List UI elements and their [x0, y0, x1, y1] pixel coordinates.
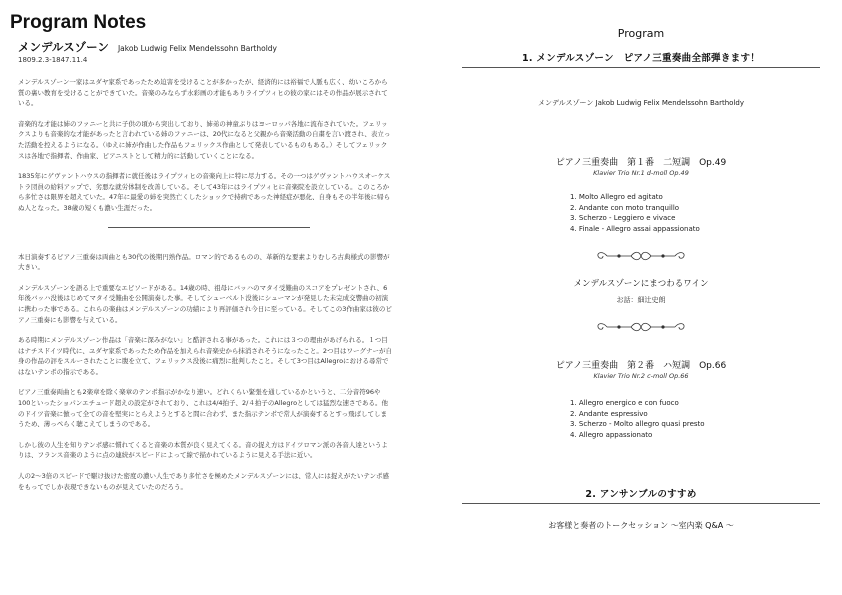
trio-2-title: ピアノ三重奏曲 第２番 ハ短調 Op.66 [555, 361, 727, 371]
note-paragraph: ピアノ三重奏両曲とも2楽章を除く楽章のテンポ指示がかなり速い。どれくらい緊張を通しているかというと、二分音符96や100といったショパンエチュード超えの設定がされており、これは4/4拍子、2/４拍子のAllegroとしては猛烈な速さである。他のドイツ音楽に倣って全ての音を堅実にとらえようとすると間に合わず、また指示テンポで常人が演奏するとすっ飛ばしてしまうため、薄っぺらく聴こえてしまうのである。 [18, 388, 389, 429]
movement-item: 2. Andante espressivo [570, 409, 648, 418]
note-paragraph: 人の2〜3倍のスピードで駆け抜けた密度の濃い人生であり多忙さを極めたメンデルスゾーンには、常人には捉えがたいテンポ感をもってでしか表現できないものが見えていたのだろう。 [18, 472, 390, 491]
note-paragraph: メンデルスゾーンを語る上で重要なエピソードがある。14歳の時、祖母にバッハのマタイ受難曲のスコアをプレゼントされ、6年後バッハ没後はじめてマタイ受難曲を公開演奏した事。そしてシューベルト没後にシューマンが発見した未完成交響曲の初演に携わった事である。これらの楽曲はメンデルスゾーンの功績により再評価され今日に至っている。そしてこの3作曲家は彼のピアノ三重奏にも影響を与えている。 [18, 283, 392, 324]
note-paragraph: メンデルスゾーン一家はユダヤ家系であったため迫害を受けることが多かったが、経済的には裕福で人脈も広く、幼いころから質の裏い教育を受けることができていた。音楽のみならず水彩画の才能もありライプツィヒの彼の家にはその作品が展示されている。 [18, 78, 388, 108]
program-notes-page [10, 12, 400, 492]
composer-name-en: Jakob Ludwig Felix Mendelssohn Bartholdy [117, 44, 277, 53]
trio-1-title: ピアノ三重奏曲 第１番 二短調 Op.49 [555, 158, 727, 168]
movement-item: 3. Scherzo - Molto allegro quasi presto [570, 420, 705, 428]
movement-item: 4. Finale - Allegro assai appassionato [570, 224, 700, 233]
talk-session: お客様と奏者のトークセッション 〜室内楽 Q&A 〜 [548, 521, 734, 530]
ornament-divider-icon [462, 319, 820, 338]
trio-1-subtitle: Klavier Trio Nr.1 d-moll Op.49 [593, 169, 689, 177]
trio-2-subtitle: Klavier Trio Nr.2 c-moll Op.66 [593, 372, 689, 380]
note-paragraph: しかし彼の人生を知りテンポ感に慣れてくると音楽の本質が良く見えてくる。音の捉え方はドイツロマン派の各音人達というよりは、フランス音楽のように点の連続がスピードによって線で描かれているように見える手法に近い。 [18, 440, 388, 460]
note-paragraph: ある時期にメンデルスゾーン作品は「音楽に深みがない」と酷評される事があった。これには３つの理由があげられる。１つ目はナチスドイツ時代に、ユダヤ家系であったため作品を加えられ音楽史から抹消されそうになったこと。2つ目はワーグナーが自身の作品の評をスルーされたことに腹を立て、フェリックス没後に痛烈に批判したこと。そして3つ目はAllegroにおける尋常ではないテンポの指示である。 [18, 336, 392, 376]
movement-item: 1. Allegro energico e con fuoco [570, 399, 679, 407]
movement-item: 4. Allegro appassionato [570, 430, 653, 439]
trio-2-block [462, 358, 820, 440]
program-title: Program [617, 27, 665, 40]
ornament-divider-icon [462, 248, 820, 267]
composer-line: メンデルスゾーン Jakob Ludwig Felix Mendelssohn Bartholdy [538, 99, 744, 107]
section-heading-1: 1. メンデルスゾーン ピアノ三重奏曲全部弾きます！ [521, 53, 761, 64]
wine-title: メンデルスゾーンにまつわるワイン [573, 279, 709, 289]
note-paragraph: 1835年にゲヴァントハウスの指揮者に就任後はライプツィヒの音楽向上に特に尽力する。その一つはゲヴァントハウスオーケストラ団員の給料アップで、劣悪な就労体制を改善している。そして43年にはライプツィヒに音楽院を設立している。このころから多忙さは限界を超えていた。47年に最愛の姉を突然亡くしたショックで持病であった神経症が悪化、自身もその半年後に帰らぬ人となった。38歳の短くも濃い生涯だった。 [18, 172, 391, 212]
section-rule [462, 503, 820, 504]
note-paragraph: 本日演奏するピアノ三重奏は両曲とも30代の後期円熟作品。ロマン的であるものの、革新的な要素よりむしろ古典様式の影響が大きい。 [18, 252, 390, 272]
trio-2-movements [462, 398, 820, 440]
trio-1-movements [462, 192, 820, 234]
page-title: Program Notes [10, 12, 147, 33]
note-paragraph: 音楽的な才能は姉のファニーと共に子供の頃から突出しており、姉弟の神童ぶりはヨーロッパ各地に流布されていた。フェリックスよりも音楽的な才能があったと言われている姉のファニーは、20代になると父親から音楽活動の自粛を言い渡され、表立った活動を控えるようになる。（ゆえに姉が作曲した作品もフェリックス作曲として発表しているものもある。）そしてフェリックスは各地で指揮者、作曲家、ピアニストとして精力的に活動していくことになる。 [18, 119, 391, 160]
composer-name-jp: メンデルスゾーン [18, 40, 109, 54]
section-rule [462, 67, 820, 68]
section-heading-2: 2. アンサンブルのすすめ [585, 489, 697, 500]
movement-item: 2. Andante con moto tranquillo [570, 203, 680, 212]
movement-item: 3. Scherzo - Leggiero e vivace [570, 214, 676, 222]
composer-dates: 1809.2.3-1847.11.4 [18, 56, 88, 64]
trio-1-block [462, 155, 820, 234]
composer-heading [18, 40, 400, 55]
section-divider [108, 227, 310, 228]
movement-item: 1. Molto Allegro ed agitato [570, 193, 663, 201]
program-page [462, 22, 820, 531]
wine-speaker: お話：細辻史朗 [616, 296, 666, 304]
